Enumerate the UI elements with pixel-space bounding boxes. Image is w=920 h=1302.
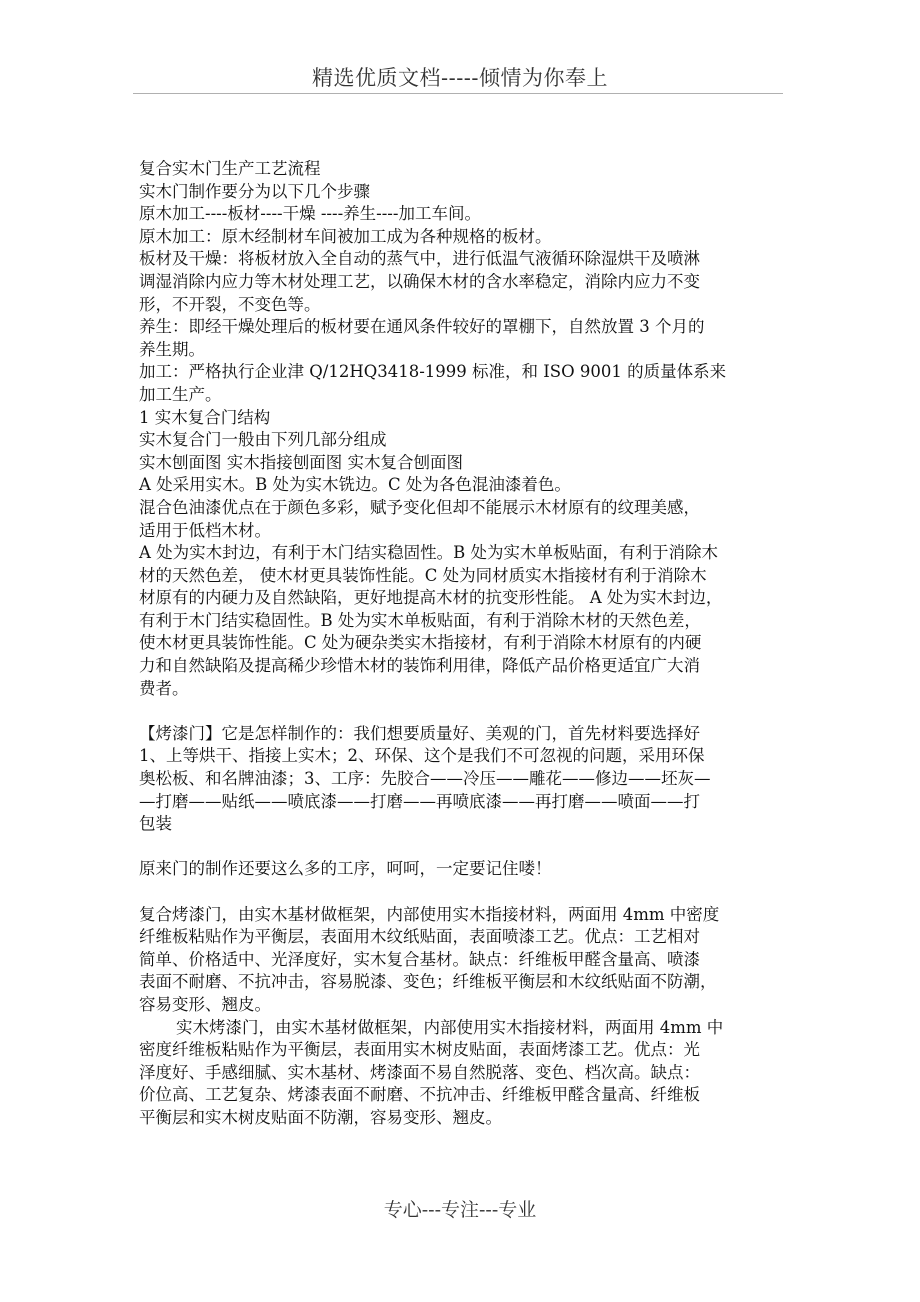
doc-line: 实木门制作要分为以下几个步骤 <box>139 181 370 201</box>
doc-line: 价位高、工艺复杂、烤漆表面不耐磨、不抗冲击、纤维板甲醛含量高、纤维板 <box>139 1085 700 1105</box>
doc-line: 有利于木门结实稳固性。B 处为实木单板贴面，有利于消除木材的天然色差， <box>139 610 701 630</box>
blank-line <box>139 700 789 723</box>
doc-line: 混合色油漆优点在于颜色多彩，赋予变化但却不能展示木材原有的纹理美感， <box>139 497 700 517</box>
doc-line: 调湿消除内应力等木材处理工艺，以确保木材的含水率稳定，消除内应力不变 <box>139 271 700 291</box>
doc-line: 复合烤漆门，由实木基材做框架，内部使用实木指接材料，两面用 4mm 中密度 <box>139 904 720 924</box>
doc-line: A 处为实木封边，有利于木门结实稳固性。B 处为实木单板贴面，有利于消除木 <box>139 543 719 563</box>
doc-line: 实木刨面图 实木指接刨面图 实木复合刨面图 <box>139 452 463 472</box>
blank-line <box>139 881 789 904</box>
doc-line: 实木复合门一般由下列几部分组成 <box>139 430 387 450</box>
header-divider <box>133 93 783 94</box>
doc-title: 复合实木门生产工艺流程 <box>139 159 321 178</box>
doc-line: 加工：严格执行企业津 Q/12HQ3418-1999 标准，和 ISO 9001 的质量体系来 <box>139 362 727 382</box>
doc-line: 力和自然缺陷及提高稀少珍惜木材的装饰利用律，降低产品价格更适宜广大消 <box>139 656 700 676</box>
doc-line: 材的天然色差， 使木材更具装饰性能。C 处为同材质实木指接材有利于消除木 <box>139 565 707 585</box>
doc-line: 包装 <box>139 814 172 834</box>
doc-line: 奥松板、和名牌油漆；3、工序：先胶合——冷压——雕花——修边——坯灰— <box>139 769 711 789</box>
page-header-title: 精选优质文档-----倾情为你奉上 <box>312 66 608 90</box>
doc-line: 养生期。 <box>139 339 205 359</box>
doc-line: 使木材更具装饰性能。C 处为硬杂类实木指接材，有利于消除木材原有的内硬 <box>139 633 702 653</box>
blank-line <box>139 836 789 859</box>
document-body <box>139 158 789 1130</box>
doc-line: 1、上等烘干、指接上实木；2、环保、这个是我们不可忽视的问题，采用环保 <box>139 746 705 766</box>
doc-line: 表面不耐磨、不抗冲击，容易脱漆、变色；纤维板平衡层和木纹纸贴面不防潮， <box>139 972 717 992</box>
page-footer: 专心---专注---专业 <box>383 1199 537 1221</box>
doc-line: 原木加工：原木经制材车间被加工成为各种规格的板材。 <box>139 226 552 246</box>
doc-line: A 处采用实木。B 处为实木铣边。C 处为各色混油漆着色。 <box>139 475 571 495</box>
doc-line: 适用于低档木材。 <box>139 520 271 540</box>
doc-line: 费者。 <box>139 678 189 698</box>
doc-line: 板材及干燥：将板材放入全自动的蒸气中，进行低温气液循环除湿烘干及喷淋 <box>139 249 700 269</box>
doc-line: 加工生产。 <box>139 384 222 404</box>
doc-line: 平衡层和实木树皮贴面不防潮，容易变形、翘皮。 <box>139 1107 502 1127</box>
doc-line: 【烤漆门】它是怎样制作的：我们想要质量好、美观的门，首先材料要选择好 <box>139 723 700 743</box>
doc-line: 容易变形、翘皮。 <box>139 994 271 1014</box>
doc-line: 养生：即经干燥处理后的板材要在通风条件较好的罩棚下，自然放置 3 个月的 <box>139 317 705 337</box>
doc-line: 密度纤维板粘贴作为平衡层，表面用实木树皮贴面，表面烤漆工艺。优点：光 <box>139 1040 700 1060</box>
doc-line: 形，不开裂，不变色等。 <box>139 294 321 314</box>
doc-line: 泽度好、手感细腻、实木基材、烤漆面不易自然脱落、变色、档次高。缺点： <box>139 1062 700 1082</box>
doc-line: 实木烤漆门，由实木基材做框架，内部使用实木指接材料，两面用 4mm 中 <box>176 1017 724 1037</box>
doc-line: 原木加工----板材----干燥 ----养生----加工车间。 <box>139 204 481 224</box>
doc-line: 原来门的制作还要这么多的工序，呵呵，一定要记住喽！ <box>139 859 552 879</box>
section-heading: 1 实木复合门结构 <box>139 407 271 427</box>
doc-line: 纤维板粘贴作为平衡层，表面用木纹纸贴面，表面喷漆工艺。优点：工艺相对 <box>139 927 700 947</box>
doc-line: 简单、价格适中、光泽度好，实木复合基材。缺点：纤维板甲醛含量高、喷漆 <box>139 949 700 969</box>
doc-line: —打磨——贴纸——喷底漆——打磨——再喷底漆——再打磨——喷面——打 <box>139 791 700 811</box>
doc-line: 材原有的内硬力及自然缺陷，更好地提高木材的抗变形性能。 A 处为实木封边， <box>139 588 723 608</box>
